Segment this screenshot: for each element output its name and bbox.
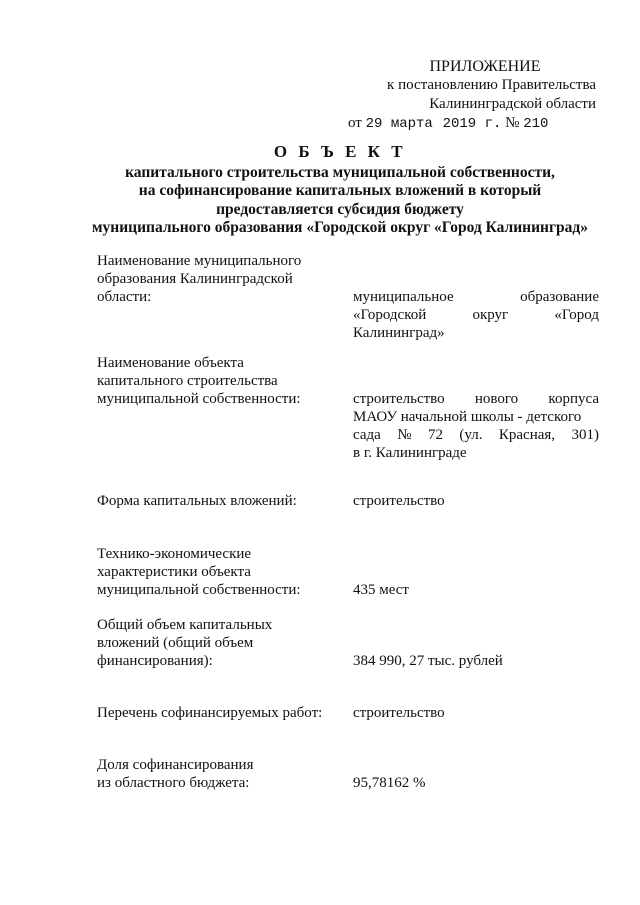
title-line-1: капитального строительства муниципальной собственности, [125, 163, 555, 181]
value-word: 301) [571, 427, 599, 443]
row-label [97, 756, 327, 792]
label-line: вложений (общий объем [97, 635, 254, 651]
appendix-header [340, 57, 600, 134]
row-label [97, 616, 327, 670]
value-word: сада [353, 427, 381, 443]
value-word: округ [472, 307, 509, 323]
value-word: строительство [353, 391, 445, 407]
row-value: 384 990, 27 тыс. рублей [353, 653, 503, 669]
row-value: строительство [353, 705, 445, 721]
value-word: нового [474, 391, 519, 407]
value-word: № [397, 427, 412, 443]
label-line: образования Калининградской [97, 271, 293, 287]
value-line: МАОУ начальной школы - детского [353, 409, 582, 425]
value-word: (ул. [459, 427, 483, 443]
document-title [60, 143, 620, 238]
title-line-2: на софинансирование капитальных вложений в который [138, 182, 542, 199]
value-line [353, 288, 599, 306]
value-line [353, 306, 599, 324]
row-value: 435 мест [353, 582, 409, 598]
title-line-3: предоставляется субсидия бюджету [216, 200, 464, 218]
date-year: 2019 г. [442, 116, 502, 132]
row-value: строительство [353, 493, 445, 509]
label-line: Доля софинансирования [97, 757, 254, 773]
number-sign: № [505, 115, 520, 131]
row-label [97, 252, 327, 306]
label-line: муниципальной собственности: [97, 391, 301, 407]
label-line: муниципальной собственности: [97, 582, 301, 598]
row-label: Форма капитальных вложений: [97, 493, 297, 509]
value-line: Калининград» [353, 325, 445, 341]
label-line: Наименование муниципального [97, 253, 302, 269]
appendix-line-1: к постановлению Правительства [387, 77, 596, 93]
label-line: Технико-экономические [97, 546, 252, 562]
value-line: в г. Калининграде [353, 445, 467, 461]
row-label: Перечень софинансируемых работ: [97, 705, 323, 721]
row-label [97, 354, 327, 408]
label-line: из областного бюджета: [97, 775, 250, 791]
label-line: области: [97, 289, 152, 305]
appendix-line-2: Калининградской области [429, 96, 596, 112]
value-line [353, 426, 599, 444]
value-line [353, 390, 599, 408]
value-word: «Городской [353, 307, 427, 323]
label-line: Наименование объекта [97, 355, 244, 371]
row-value: 95,78162 % [353, 775, 426, 791]
value-word: образование [520, 289, 599, 305]
label-line: финансирования): [97, 653, 213, 669]
date-value: 29 марта [365, 116, 433, 132]
document-number: 210 [523, 116, 549, 132]
row-value [353, 288, 599, 342]
label-line: характеристики объекта [97, 564, 251, 580]
value-word: муниципальное [353, 289, 454, 305]
value-word: корпуса [548, 391, 599, 407]
value-word: Красная, [498, 427, 556, 443]
title-word: О Б Ъ Е К Т [273, 142, 407, 161]
value-word: 72 [427, 427, 443, 443]
label-line: Общий объем капитальных [97, 617, 273, 633]
appendix-date-line [340, 114, 600, 134]
title-line-4: муниципального образования «Городской округ «Город Калининград» [92, 219, 588, 236]
date-prefix: от [348, 115, 362, 131]
value-word: «Город [554, 307, 599, 323]
row-label [97, 545, 327, 599]
row-value [353, 390, 599, 462]
label-line: капитального строительства [97, 373, 278, 389]
appendix-title: ПРИЛОЖЕНИЕ [429, 58, 541, 75]
